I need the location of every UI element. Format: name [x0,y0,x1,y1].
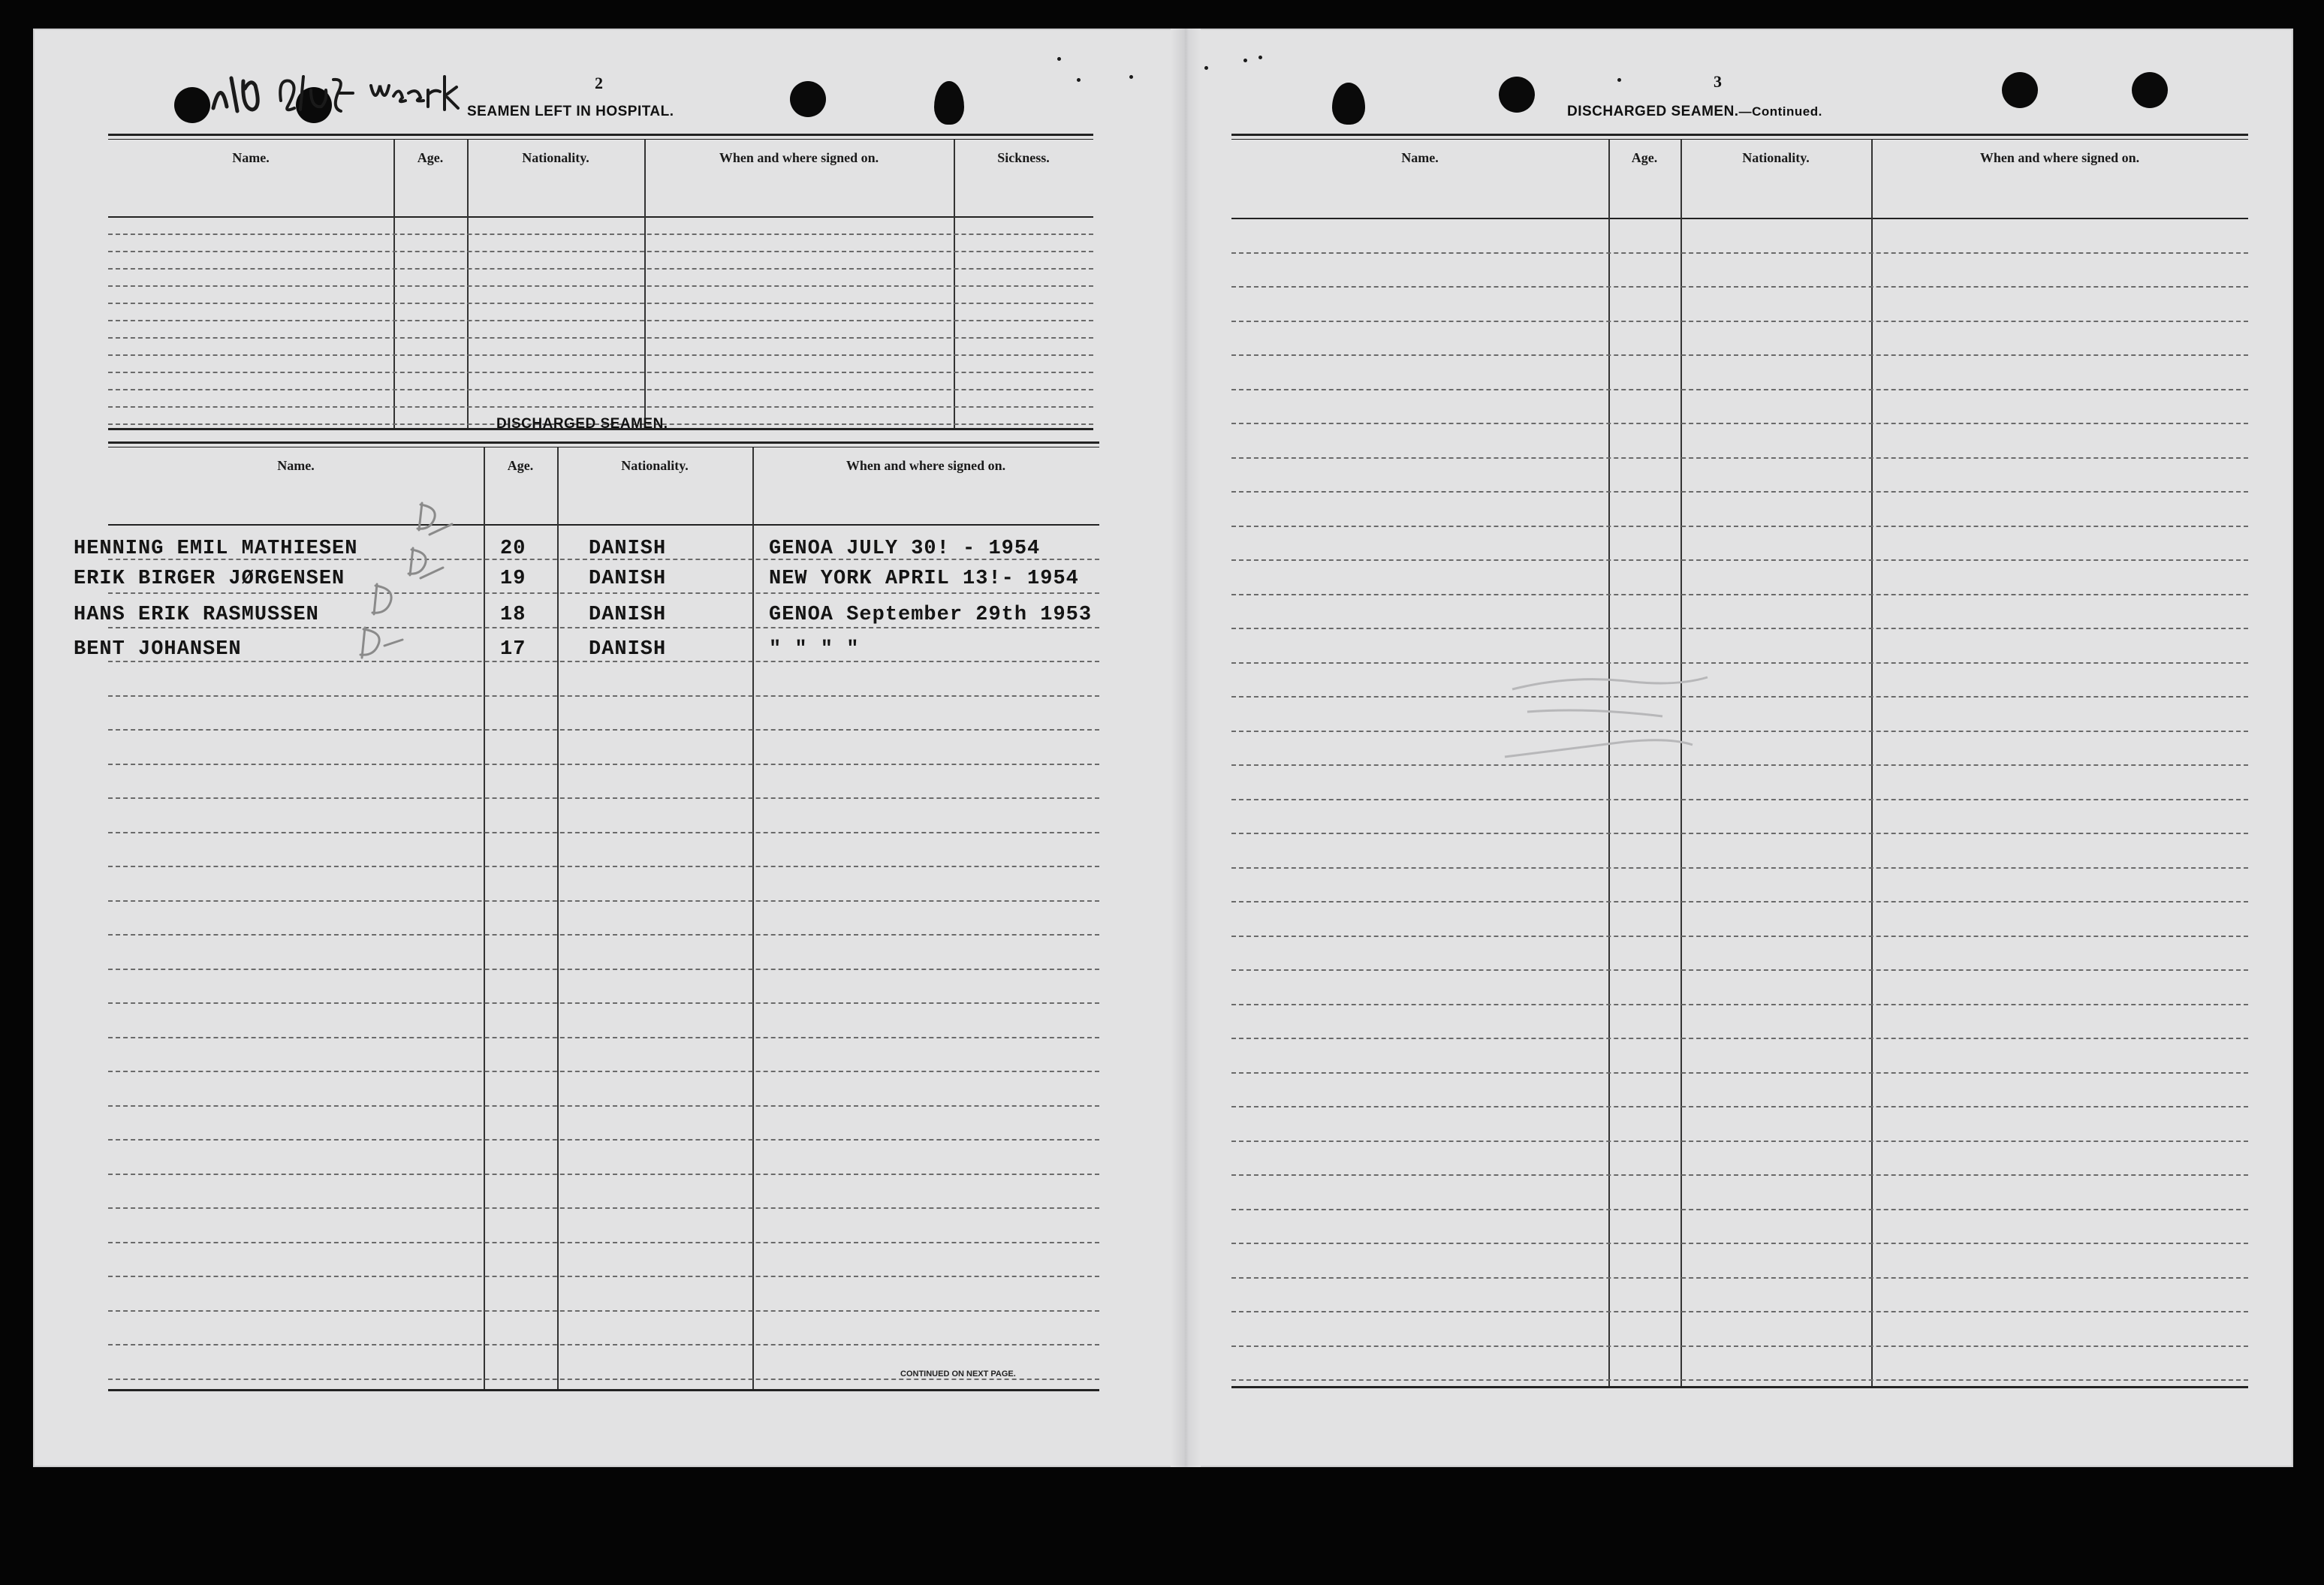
table-row [108,832,1099,833]
seaman-nationality: DANISH [589,568,667,590]
table-row [1231,833,2248,834]
table-row [1231,252,2248,254]
column-divider [484,447,485,1389]
table-row [1231,1004,2248,1005]
table-row [1231,1311,2248,1312]
table-row [1231,1141,2248,1142]
punch-hole [2002,72,2038,108]
table-row [108,354,1093,356]
table-row [108,1037,1099,1038]
page-fold [1171,29,1201,1467]
seaman-age: 17 [500,638,526,661]
table-row [1231,867,2248,869]
table-row [1231,799,2248,800]
table-row [108,695,1099,697]
table-row [1231,696,2248,698]
faint-stamp-mark [1482,644,1723,779]
table-row [1231,594,2248,595]
table-row [1231,1174,2248,1176]
table-row [1231,1106,2248,1107]
table-row [1231,1345,2248,1347]
column-divider [467,140,469,428]
table-top-rule [1231,134,2248,136]
table-row [1231,457,2248,459]
table-row [1231,1277,2248,1279]
table-row [1231,1072,2248,1074]
seaman-signed-on: GENOA JULY 30! - 1954 [769,538,1041,560]
table-row [108,268,1093,270]
table-top-rule [108,134,1093,136]
table-bottom-rule [108,1389,1099,1391]
punch-hole [1332,83,1365,125]
table-row [108,900,1099,902]
document-page [33,29,2293,1467]
right-section-title [1567,104,1822,120]
table-row [108,661,1099,662]
column-header: Age. [1631,150,1658,165]
table-row [1231,1038,2248,1039]
table-row [108,627,1099,628]
table-row [108,1242,1099,1243]
column-divider [752,447,754,1389]
table-row [108,1174,1099,1175]
table-row [1231,936,2248,937]
table-row [108,1344,1099,1345]
column-divider [954,140,955,428]
table-row [108,337,1093,339]
seaman-signed-on: " " " " [769,638,860,661]
column-header: Age. [417,150,444,165]
table-row [108,934,1099,936]
table-row [1231,1209,2248,1210]
seaman-nationality: DANISH [589,638,667,661]
seaman-age: 18 [500,604,526,626]
column-header: Nationality. [1742,150,1810,165]
seaman-age: 19 [500,568,526,590]
table-row [1231,628,2248,629]
page-number-left: 2 [595,74,603,92]
seaman-signed-on: GENOA September 29th 1953 [769,604,1093,626]
punch-hole [1499,77,1535,113]
column-header: Nationality. [621,458,689,473]
column-header: When and where signed on. [1979,150,2140,165]
table-row [108,234,1093,235]
table-bottom-rule [1231,1386,2248,1388]
table-row [108,285,1093,287]
seaman-nationality: DANISH [589,604,667,626]
table-row [1231,764,2248,766]
punch-hole [174,87,210,123]
table-row [108,764,1099,765]
column-divider [644,140,646,428]
header-rule [108,524,1099,526]
table-row [1231,423,2248,424]
seaman-name: BENT JOHANSEN [74,638,242,661]
table-row [108,1276,1099,1277]
discharged-section-title: DISCHARGED SEAMEN. [496,416,668,432]
table-row [108,389,1093,390]
table-row [1231,491,2248,493]
table-row [108,1207,1099,1209]
handwritten-ship-note [206,63,476,123]
column-divider [557,447,559,1389]
table-row [1231,389,2248,390]
table-row [1231,526,2248,527]
column-divider [393,140,395,428]
column-header: Name. [232,150,270,165]
table-row [1231,901,2248,902]
table-row [108,1071,1099,1072]
seaman-nationality: DANISH [589,538,667,560]
table-row [1231,731,2248,732]
table-top-rule [108,139,1093,140]
continued-note: CONTINUED ON NEXT PAGE. [900,1370,1016,1379]
table-row [1231,354,2248,356]
table-row [108,866,1099,867]
table-row [1231,286,2248,288]
right-discharged-table [1231,134,2248,1395]
table-row [108,251,1093,252]
table-row [108,320,1093,321]
column-header: Name. [1401,150,1439,165]
page-number-right: 3 [1714,72,1722,91]
column-header: Name. [277,458,315,473]
table-row [1231,559,2248,561]
table-row [108,729,1099,731]
header-rule [108,216,1093,218]
table-row [108,406,1093,408]
seaman-name: HENNING EMIL MATHIESEN [74,538,358,560]
seaman-name: HANS ERIK RASMUSSEN [74,604,319,626]
table-row [108,592,1099,594]
table-row [1231,662,2248,664]
right-title-continued: —Continued. [1738,104,1822,119]
table-row [1231,1243,2248,1244]
table-row [108,303,1093,304]
seaman-age: 20 [500,538,526,560]
table-row [1231,1379,2248,1381]
column-header: When and where signed on. [846,458,1006,473]
seaman-name: ERIK BIRGER JØRGENSEN [74,568,345,590]
column-header: Nationality. [522,150,589,165]
column-header: Age. [507,458,534,473]
seaman-signed-on: NEW YORK APRIL 13!- 1954 [769,568,1079,590]
table-row [108,1105,1099,1107]
handwritten-d-marks [339,488,460,668]
table-row [108,372,1093,373]
column-header: When and where signed on. [719,150,879,165]
column-divider [1871,140,1873,1386]
table-row [108,969,1099,970]
punch-hole [790,81,826,117]
table-row [1231,969,2248,971]
discharged-table [74,441,1099,1395]
hospital-section-title: SEAMEN LEFT IN HOSPITAL. [467,104,674,119]
right-title-main: DISCHARGED SEAMEN. [1567,104,1739,119]
punch-hole [2132,72,2168,108]
table-row [108,797,1099,799]
table-top-rule [108,441,1099,444]
hospital-table [108,134,1093,434]
table-row [108,1310,1099,1312]
table-row [108,1139,1099,1141]
table-row [1231,321,2248,322]
punch-hole [934,81,964,125]
table-row [108,1002,1099,1004]
header-rule [1231,218,2248,219]
column-header: Sickness. [997,150,1050,165]
table-top-rule [1231,139,2248,140]
